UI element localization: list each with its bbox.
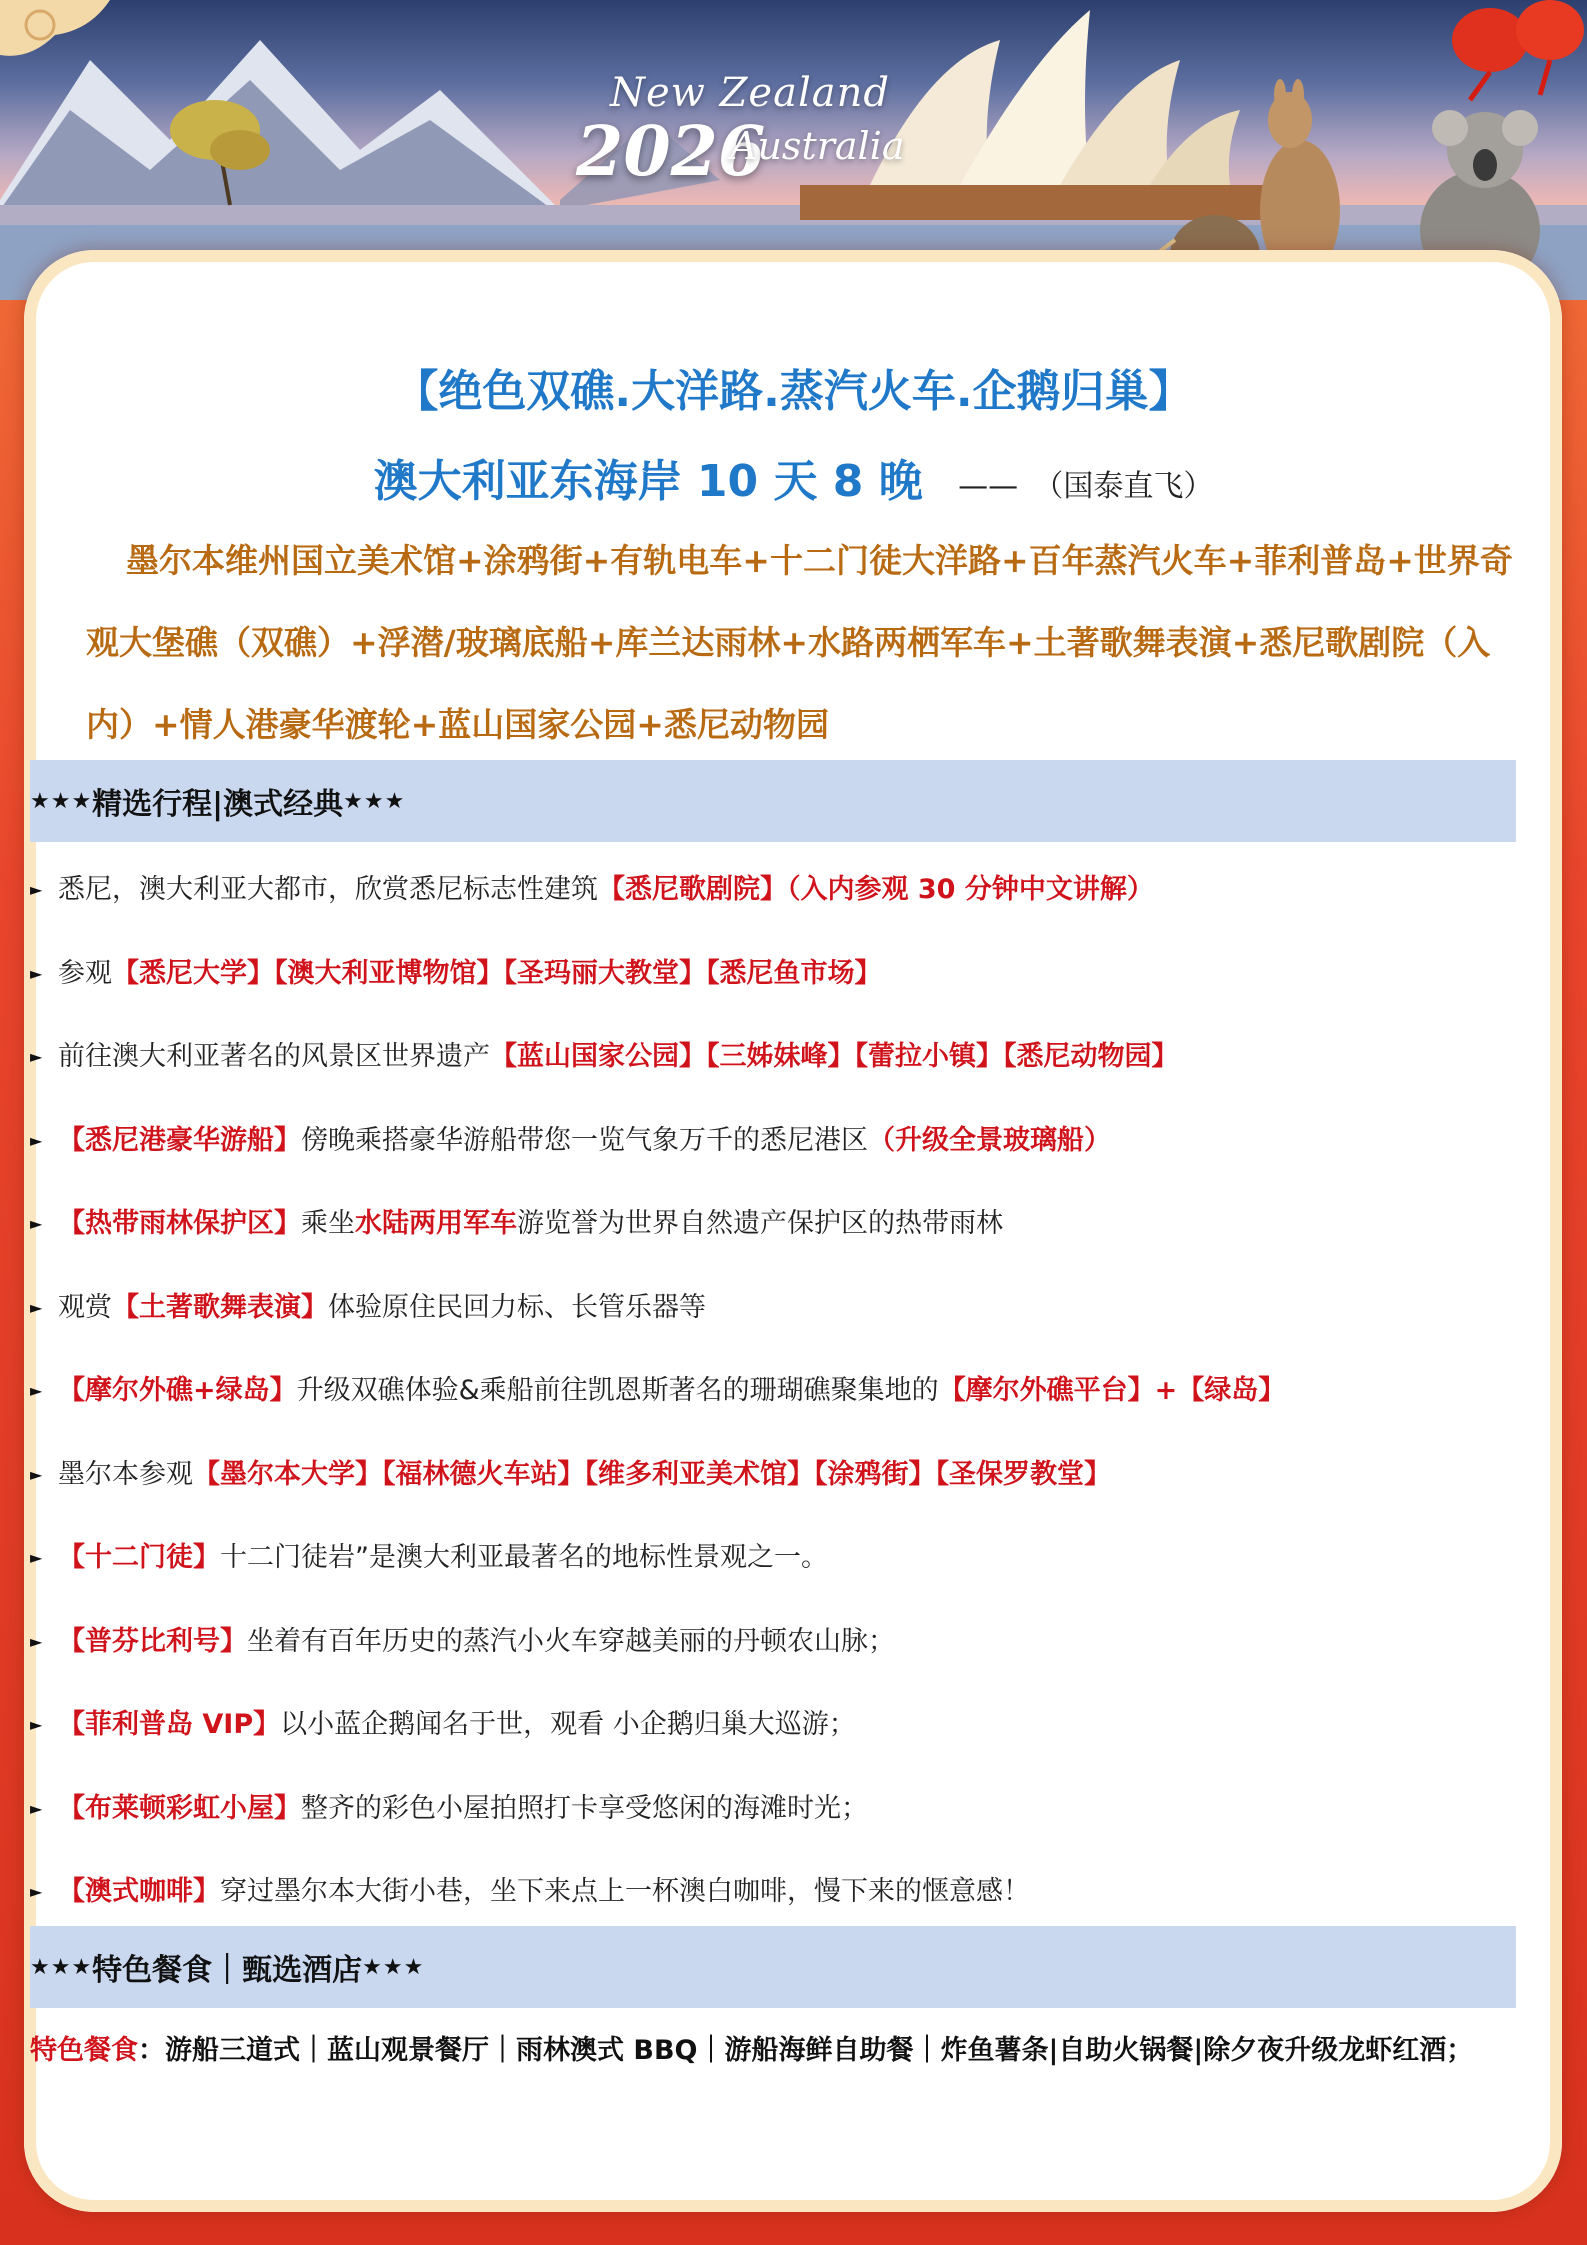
item-text: 升级双礁体验&乘船前往凯恩斯著名的珊瑚礁聚集地的 <box>296 1375 939 1406</box>
list-item <box>30 1099 1530 1183</box>
highlight-text: 水陆两用军车 <box>355 1208 517 1239</box>
meals-label: 特色餐食 <box>30 2035 138 2066</box>
list-item <box>30 848 1530 932</box>
item-text: 以小蓝企鹅闻名于世，观看 小企鹅归巢大巡游； <box>280 1709 856 1740</box>
highlight-text: 【悉尼歌剧院】（入内参观 30 分钟中文讲解） <box>598 874 1154 905</box>
cloud-ornament-icon <box>0 0 110 56</box>
highlight-text: （升级全景玻璃船） <box>868 1124 1111 1156</box>
item-text: 墨尔本参观 <box>58 1458 193 1490</box>
list-item <box>30 1433 1530 1517</box>
list-item <box>30 1182 1530 1266</box>
section-header-itinerary <box>30 760 1516 842</box>
list-item <box>30 1683 1530 1767</box>
bullet-icon: ► <box>30 1381 43 1400</box>
bullet-icon: ► <box>30 1548 43 1567</box>
bullet-icon: ► <box>30 880 43 899</box>
list-item <box>30 1850 1530 1934</box>
logo-country-1: New Zealand <box>610 70 890 116</box>
logo-year: 2026 <box>576 112 766 192</box>
bullet-icon: ► <box>30 963 43 983</box>
list-item <box>30 1015 1530 1099</box>
bullet-icon: ► <box>30 1798 43 1818</box>
bullet-icon: ► <box>30 1214 43 1233</box>
item-text: 穿过墨尔本大街小巷，坐下来点上一杯澳白咖啡，慢下来的惬意感！ <box>220 1876 1030 1907</box>
list-item <box>30 1767 1530 1851</box>
title-dash: —— <box>958 469 1019 504</box>
item-text: 游览誉为世界自然遗产保护区的热带雨林 <box>517 1208 1003 1239</box>
list-item <box>30 932 1530 1016</box>
item-text: 乘坐 <box>301 1208 355 1239</box>
itinerary-list <box>30 848 1530 1934</box>
bullet-icon: ► <box>30 1715 43 1734</box>
new-zealand-australia-logo <box>570 60 910 200</box>
bullet-icon: ► <box>30 1882 43 1901</box>
highlight-text: 【蓝山国家公园】【三姊妹峰】【蕾拉小镇】【悉尼动物园】 <box>490 1041 1179 1072</box>
item-text: 傍晚乘搭豪华游船带您一览气象万千的悉尼港区 <box>301 1124 868 1156</box>
highlight-text: 【摩尔外礁+绿岛】 <box>58 1375 297 1406</box>
item-text: 观赏 <box>58 1291 112 1323</box>
item-text: 整齐的彩色小屋拍照打卡享受悠闲的海滩时光； <box>301 1792 868 1824</box>
list-item <box>30 1516 1530 1600</box>
meals-line <box>30 2028 1550 2067</box>
highlight-text: 【悉尼港豪华游船】 <box>58 1124 301 1156</box>
page-title: 【绝色双礁.大洋路.蒸汽火车.企鹅归巢】 <box>394 366 1193 417</box>
highlight-text: 【菲利普岛 VIP】 <box>58 1709 281 1740</box>
list-item <box>30 1349 1530 1433</box>
stars-icon: ★★★ <box>30 1954 93 1980</box>
highlight-text: 【摩尔外礁平台】+【绿岛】 <box>938 1375 1286 1406</box>
meals-text: 游船三道式｜蓝山观景餐厅｜雨林澳式 BBQ｜游船海鲜自助餐｜炸鱼薯条|自助火锅餐|除夕夜升级龙虾红酒； <box>165 2035 1474 2066</box>
section-title: 特色餐食｜甄选酒店 <box>92 1953 363 1988</box>
stars-icon: ★★★ <box>362 1954 425 1980</box>
highlight-text: 【墨尔本大学】【福林德火车站】【维多利亚美术馆】【涂鸦街】【圣保罗教堂】 <box>193 1458 1111 1490</box>
highlight-text: 【布莱顿彩虹小屋】 <box>58 1792 301 1824</box>
meals-colon: ： <box>138 2035 165 2066</box>
highlight-text: 【普芬比利号】 <box>58 1625 247 1657</box>
bullet-icon: ► <box>30 1464 43 1484</box>
section-header-meals <box>30 1926 1516 2008</box>
item-text: 体验原住民回力标、长管乐器等 <box>328 1291 706 1323</box>
item-text: 十二门徒岩”是澳大利亚最著名的地标性景观之一。 <box>220 1542 828 1573</box>
item-text: 悉尼，澳大利亚大都市，欣赏悉尼标志性建筑 <box>58 874 598 905</box>
bullet-icon: ► <box>30 1297 43 1317</box>
flight-note: （国泰直飞） <box>1033 469 1214 504</box>
highlight-text: 【澳式咖啡】 <box>58 1876 220 1907</box>
route-summary: 墨尔本维州国立美术馆+涂鸦街+有轨电车+十二门徒大洋路+百年蒸汽火车+菲利普岛+世界奇观大堡礁（双礁）+浮潜/玻璃底船+库兰达雨林+水路两栖军车+土著歌舞表演+悉尼歌剧院（入内）+情人港豪华渡轮+蓝山国家公园+悉尼动物园 <box>86 541 1513 744</box>
item-text: 参观 <box>58 957 112 989</box>
lantern-icon <box>1452 0 1584 100</box>
trip-duration-title: 澳大利亚东海岸 10 天 8 晚 <box>373 456 923 507</box>
highlight-text: 【土著歌舞表演】 <box>112 1291 328 1323</box>
stars-icon: ★★★ <box>343 788 406 814</box>
bullet-icon: ► <box>30 1047 43 1066</box>
highlight-text: 【悉尼大学】【澳大利亚博物馆】【圣玛丽大教堂】【悉尼鱼市场】 <box>112 957 882 989</box>
stars-icon: ★★★ <box>30 788 93 814</box>
section-title: 精选行程|澳式经典 <box>92 787 344 822</box>
list-item <box>30 1266 1530 1350</box>
item-text: 坐着有百年历史的蒸汽小火车穿越美丽的丹顿农山脉； <box>247 1625 895 1657</box>
list-item <box>30 1600 1530 1684</box>
bullet-icon: ► <box>30 1631 43 1651</box>
item-text: 前往澳大利亚著名的风景区世界遗产 <box>58 1041 490 1072</box>
bullet-icon: ► <box>30 1130 43 1150</box>
highlight-text: 【十二门徒】 <box>58 1542 220 1573</box>
highlight-text: 【热带雨林保护区】 <box>58 1208 301 1239</box>
page-subtitle <box>0 445 1587 509</box>
logo-country-2: Australia <box>730 124 905 168</box>
